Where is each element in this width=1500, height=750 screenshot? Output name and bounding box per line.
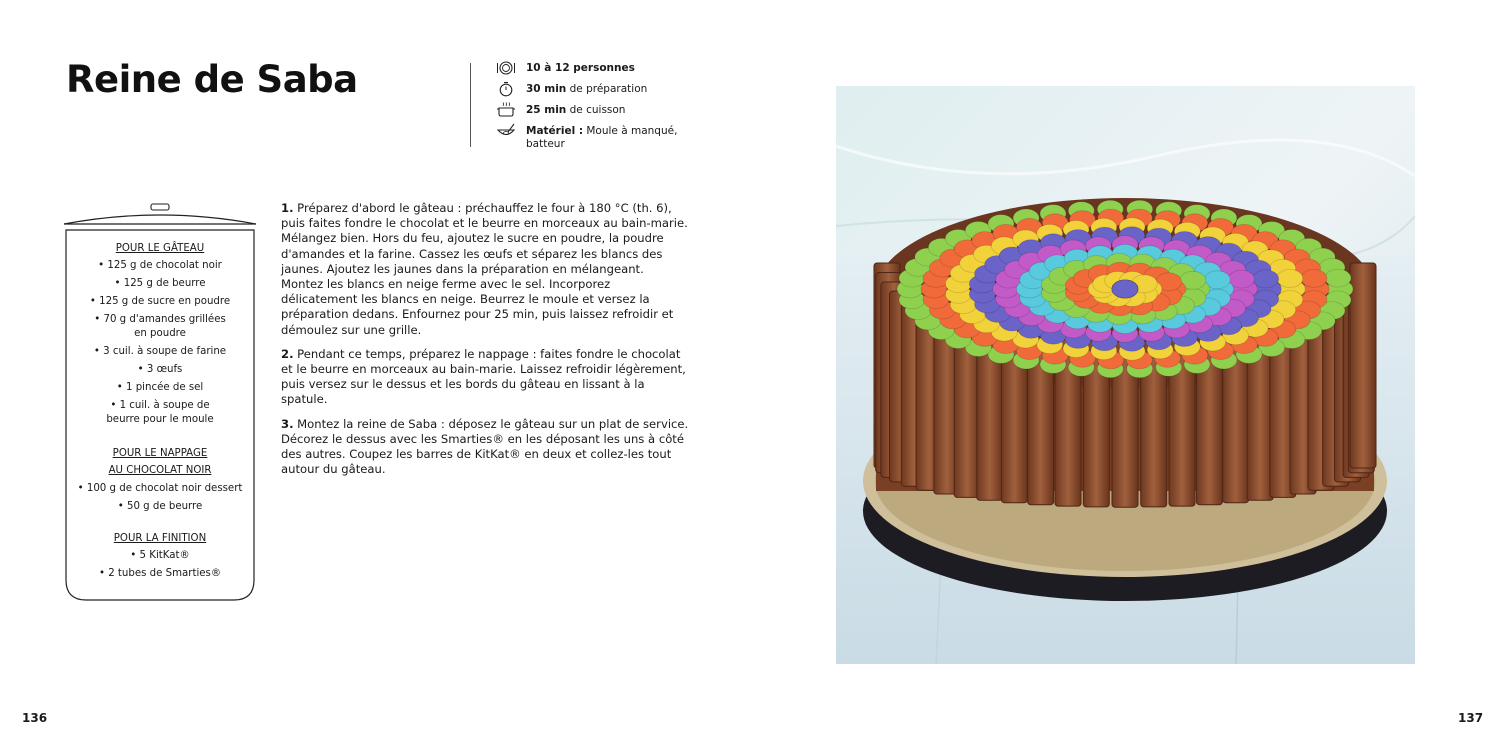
topping-ingredients bbox=[70, 482, 250, 514]
list-item: • 50 g de beurre bbox=[70, 500, 250, 514]
prep-value: 30 min bbox=[526, 83, 567, 95]
page-number-right: 137 bbox=[1458, 711, 1484, 725]
recipe-meta bbox=[496, 62, 696, 158]
topping-heading: POUR LE NAPPAGE AU CHOCOLAT NOIR bbox=[108, 448, 212, 476]
step-text: Pendant ce temps, préparez le nappage : faites fondre le chocolat et le beurre en morceaux au bain-marie. Laissez refroidir légèrement, puis versez sur le dessus et les bords du gâteau en lissant à la spatule. bbox=[281, 346, 686, 407]
list-item: • 5 KitKat® bbox=[70, 549, 250, 563]
step-1 bbox=[281, 201, 689, 338]
recipe-steps bbox=[281, 201, 689, 486]
smartie-candy bbox=[1301, 269, 1327, 287]
cake-heading: POUR LE GÂTEAU bbox=[115, 243, 205, 254]
page-number-left: 136 bbox=[22, 711, 48, 725]
finish-ingredients bbox=[70, 549, 250, 581]
ingredients-list bbox=[70, 242, 250, 585]
servings-text: 10 à 12 personnes bbox=[526, 62, 635, 74]
recipe-title: Reine de Saba bbox=[66, 58, 358, 101]
list-item: • 125 g de beurre bbox=[70, 277, 250, 291]
list-item: • 125 g de chocolat noir bbox=[70, 259, 250, 273]
list-item: • 100 g de chocolat noir dessert bbox=[70, 482, 250, 496]
prep-text bbox=[526, 83, 647, 96]
plate-icon bbox=[496, 60, 516, 76]
meta-divider bbox=[470, 63, 471, 147]
material-row bbox=[496, 125, 696, 151]
list-item: • 3 œufs bbox=[70, 363, 250, 377]
cook-text bbox=[526, 104, 625, 117]
smartie-candy bbox=[1277, 270, 1303, 288]
servings-row bbox=[496, 62, 696, 76]
material-value: Moule à manqué, batteur bbox=[526, 125, 678, 150]
timer-icon bbox=[496, 81, 516, 97]
list-item: • 3 cuil. à soupe de farine bbox=[70, 345, 250, 359]
prep-label: de préparation bbox=[566, 83, 648, 95]
cook-label: de cuisson bbox=[566, 104, 626, 116]
step-number: 2. bbox=[281, 346, 294, 361]
cake-photo bbox=[836, 86, 1415, 664]
smartie-candy bbox=[1325, 269, 1351, 287]
list-item: • 70 g d'amandes grillées en poudre bbox=[70, 313, 250, 341]
pot-icon bbox=[496, 102, 516, 118]
material-text bbox=[526, 125, 696, 151]
cake-illustration bbox=[836, 86, 1415, 664]
step-number: 3. bbox=[281, 416, 294, 431]
list-item: • 2 tubes de Smarties® bbox=[70, 567, 250, 581]
kitkat-bar bbox=[1350, 263, 1376, 468]
prep-row bbox=[496, 83, 696, 97]
step-number: 1. bbox=[281, 201, 294, 215]
smartie-candy bbox=[1112, 280, 1138, 298]
step-text: Montez la reine de Saba : déposez le gâteau sur un plat de service. Décorez le dessus avec les Smarties® en les déposant les uns à côté des autres. Coupez les barres de KitKat® en deux et collez-les tout autour du gâteau. bbox=[281, 416, 689, 477]
material-label: Matériel : bbox=[526, 125, 584, 137]
finish-heading: POUR LA FINITION bbox=[113, 533, 207, 544]
step-text: Préparez d'abord le gâteau : préchauffez le four à 180 °C (th. 6), puis faites fondre le chocolat et le beurre en morceaux au bain-marie. Mélangez bien. Hors du feu, ajoutez le sucre en poudre, la poudre d'amandes et la farine. Cassez les œufs et séparez les blancs des jaunes. Ajoutez les jaunes dans la préparation en mélangeant. Montez les blancs en neige ferme avec le sel. Incorporez délicatement les blancs en neige. Beurrez le moule et versez la préparation dedans. Enfournez pour 25 min, puis laissez refroidir et démoulez sur une grille. bbox=[281, 201, 688, 337]
list-item: • 125 g de sucre en poudre bbox=[70, 295, 250, 309]
whisk-icon bbox=[496, 123, 516, 139]
cook-row bbox=[496, 104, 696, 118]
step-2 bbox=[281, 347, 689, 408]
list-item: • 1 cuil. à soupe de beurre pour le moule bbox=[70, 399, 250, 427]
list-item: • 1 pincée de sel bbox=[70, 381, 250, 395]
cake-ingredients bbox=[70, 259, 250, 427]
cook-value: 25 min bbox=[526, 104, 567, 116]
step-3 bbox=[281, 417, 689, 478]
